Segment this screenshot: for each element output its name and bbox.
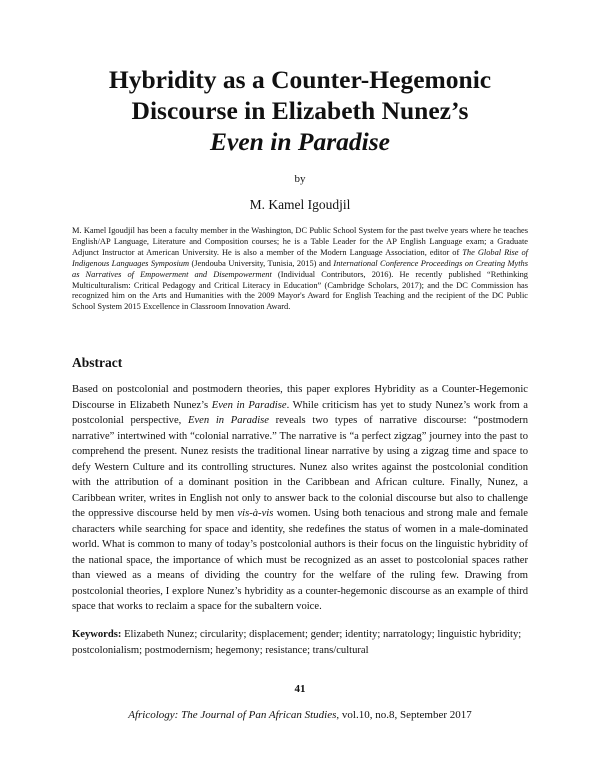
bio-italic-1: The Global Rise of Indigenous Languages Symposium bbox=[72, 247, 528, 268]
abstract-text-1: Based on postcolonial and postmodern theories, this paper explores Hybridity as a Counter-Hegemonic Discourse in Elizabeth Nunez’s bbox=[72, 384, 528, 411]
paper-title bbox=[40, 64, 560, 157]
keywords-list: Elizabeth Nunez; circularity; displacement; gender; identity; narratology; linguistic hybridity; postcolonialism; postmodernism; hegemony; resistance; trans/cultural bbox=[72, 629, 522, 656]
abstract-text-4: women. Using both tenacious and strong male and female characters while searching for space and identity, she redefines the status of women in a male-dominated world. What is common to many of today’s postcolonial authors is their focus on the linguistic hybridity of the national space, the importance of which must be recognized as an asset to postcolonial spaces rather than viewed as a means of dividing the country for the welfare of the ruling few. Drawing from postcolonial theories, I explore Nunez’s hybridity as a counter-hegemonic discourse as an example of third space that works to reclaim a space for the subaltern voice. bbox=[72, 508, 528, 612]
byline: by bbox=[294, 173, 306, 185]
page-number: 41 bbox=[294, 683, 306, 695]
abstract-text-2: . While criticism has yet to study Nunez’s work from a postcolonial perspective, bbox=[72, 399, 528, 426]
bio-text-1: M. Kamel Igoudjil has been a faculty member in the Washington, DC Public School System for the past twelve years where he teaches English/AP Language, Literature and Composition courses; he is a Table Leader for the AP English Language exam; a Graduate Adjunct Instructor at American University. He is also a member of the Modern Language Association, editor of bbox=[72, 226, 528, 257]
author-bio bbox=[72, 226, 528, 313]
bio-italic-2: International Conference Proceedings on Creating Myths as Narratives of Empowerment and Disempowerment bbox=[72, 258, 528, 279]
abstract-italic-3: vis-à-vis bbox=[237, 508, 274, 519]
abstract-italic-2: Even in Paradise bbox=[188, 415, 269, 426]
abstract-body bbox=[72, 382, 528, 615]
title-line-1: Hybridity as a Counter-Hegemonic bbox=[108, 65, 492, 94]
journal-issue: , vol.10, no.8, September 2017 bbox=[336, 709, 472, 721]
bio-text-2: (Jendouba University, Tunisia, 2015) and bbox=[189, 258, 334, 268]
keywords bbox=[72, 627, 528, 658]
title-line-3: Even in Paradise bbox=[210, 127, 390, 156]
journal-footer bbox=[0, 709, 600, 721]
title-line-2: Discourse in Elizabeth Nunez’s bbox=[131, 96, 469, 125]
abstract-italic-1: Even in Paradise bbox=[211, 399, 287, 411]
abstract-heading: Abstract bbox=[72, 355, 123, 370]
journal-name: Africology: The Journal of Pan African Studies bbox=[128, 709, 337, 721]
author-name: M. Kamel Igoudjil bbox=[249, 197, 351, 212]
keywords-label: Keywords: bbox=[72, 629, 122, 640]
abstract-text-3: reveals two types of narrative discourse: “postmodern narrative” intertwined with “colonial narrative.” The narrative is “a perfect zigzag” journey into the past to comprehend the present. Nunez resists the traditional linear narrative by using a zigzag time and space to defy Western Culture and its controlling structures. Nunez also writes against the postcolonial condition with the attribution of a dominant position in the Caribbean and African culture. Finally, Nunez, a Caribbean writer, writes in English not only to answer back to the colonial discourse but also to challenge the oppressive discourse held by men bbox=[72, 415, 528, 519]
bio-text-3: (Individual Contributors, 2016). He recently published “Rethinking Multiculturalism: Critical Pedagogy and Critical Literacy in Education” (Cambridge Scholars, 2017); and the DC Commission has recognized him on the Arts and Humanities with the 2009 Mayor's Award for English Teaching and the recipient of the DC Public School System 2015 Excellence in Classroom Innovation Award. bbox=[72, 269, 528, 312]
